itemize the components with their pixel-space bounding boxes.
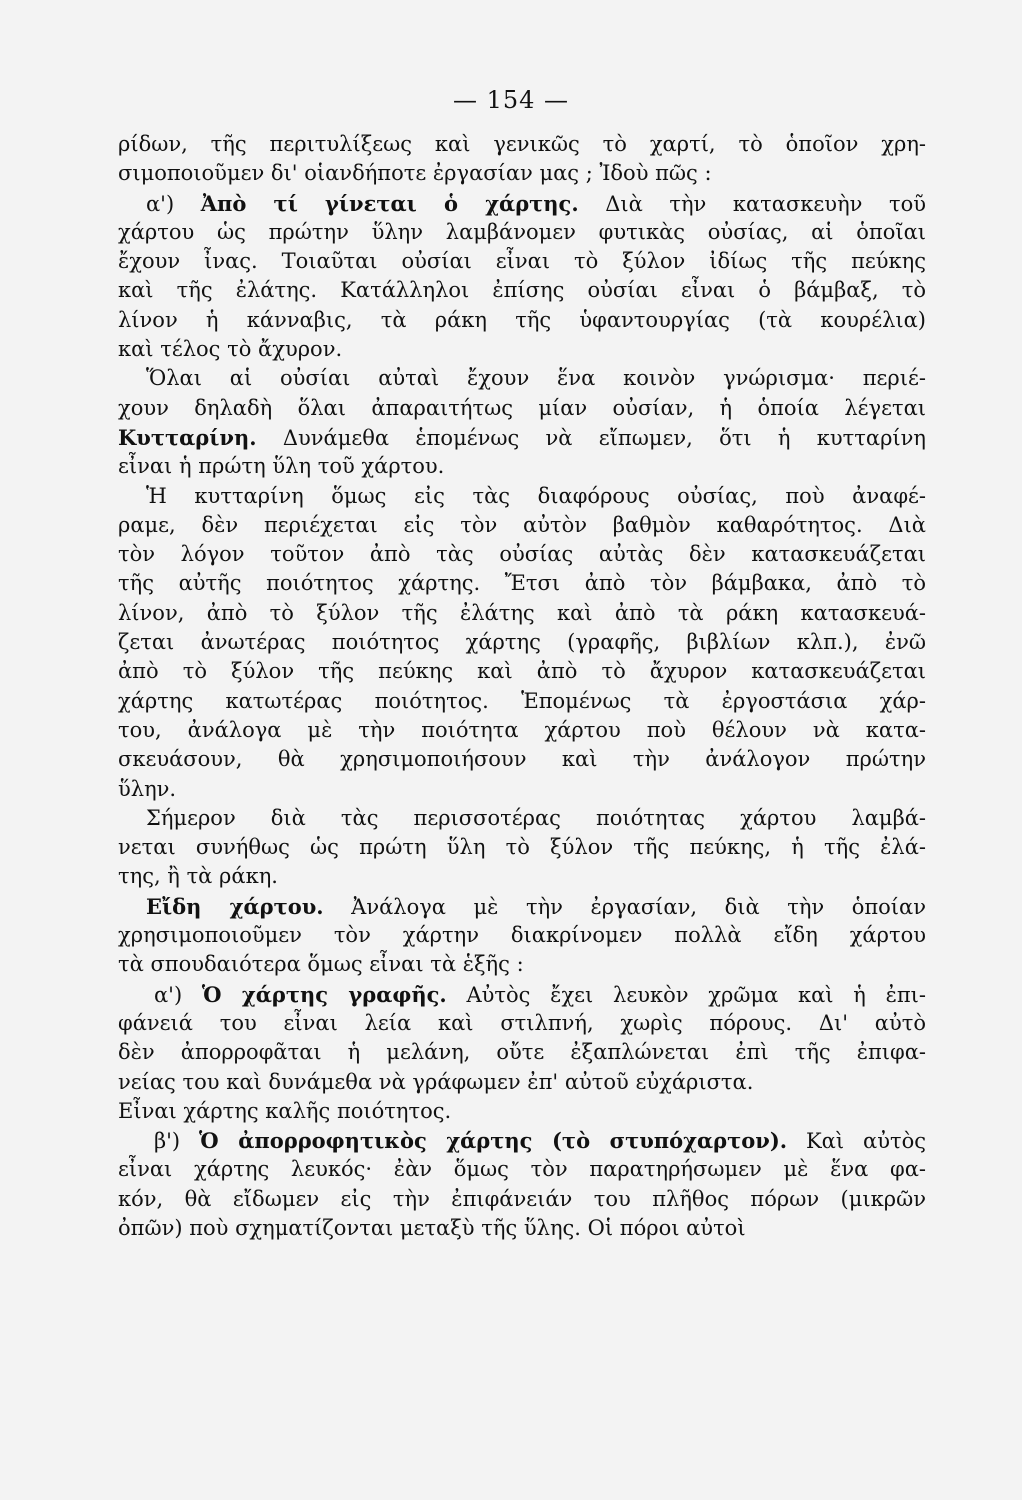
text-run: Σήμερον διὰ τὰς περισσοτέρας ποιότητας χάρτου λαμβά- xyxy=(146,805,926,830)
text-line xyxy=(118,1185,926,1214)
text-line xyxy=(118,540,926,569)
text-line xyxy=(118,1155,926,1184)
text-run: κόν, θὰ εἴδωμεν εἰς τὴν ἐπιφάνειάν του πλῆθος πόρων (μικρῶν xyxy=(118,1186,926,1211)
text-line xyxy=(118,1214,926,1243)
text-run: καὶ τῆς ἐλάτης. Κατάλληλοι ἐπίσης οὐσίαι εἶναι ὁ βάμβαξ, τὸ xyxy=(118,278,926,303)
heading-run: Ὁ ἀπορροφητικὸς χάρτης (τὸ στυπόχαρτον). xyxy=(199,1128,788,1154)
text-run: της, ἢ τὰ ράκη. xyxy=(118,864,278,889)
text-run: Διὰ τὴν κατασκευὴν τοῦ xyxy=(578,191,926,216)
page-number: — 154 — xyxy=(452,86,570,114)
text-line xyxy=(118,276,926,305)
text-run: ζεται ἀνωτέρας ποιότητος χάρτης (γραφῆς, βιβλίων κλπ.), ἐνῶ xyxy=(118,630,926,655)
text-run: λίνον, ἀπὸ τὸ ξύλον τῆς ἐλάτης καὶ ἀπὸ τὰ ράκη κατασκευά- xyxy=(118,600,926,625)
text-run: α') xyxy=(154,982,202,1007)
text-line xyxy=(118,306,926,335)
text-line xyxy=(118,921,926,950)
text-run: χάρτου ὡς πρώτην ὕλην λαμβάνομεν φυτικὰς οὐσίας, αἱ ὁποῖαι xyxy=(118,219,926,244)
text-run: λίνον ἡ κάνναβις, τὰ ράκη τῆς ὑφαντουργίας (τὰ κουρέλια) xyxy=(118,307,926,332)
text-line xyxy=(118,511,926,540)
heading-run: Κυτταρίνη. xyxy=(118,424,257,450)
text-line xyxy=(118,218,926,247)
text-run: α') xyxy=(146,191,201,216)
text-run: νείας του καὶ δυνάμεθα νὰ γράφωμεν ἐπ' αὐτοῦ εὐχάριστα. xyxy=(118,1069,754,1094)
text-line xyxy=(118,452,926,481)
text-run: τῆς αὐτῆς ποιότητος χάρτης. Ἔτσι ἀπὸ τὸν βάμβακα, ἀπὸ τὸ xyxy=(118,571,926,596)
text-run: Δυνάμεθα ἑπομένως νὰ εἴπωμεν, ὅτι ἡ κυτταρίνη xyxy=(256,425,926,450)
text-run: σκευάσουν, θὰ χρησιμοποιήσουν καὶ τὴν ἀνάλογον πρώτην xyxy=(118,747,926,772)
text-run: ὕλην. xyxy=(118,776,177,801)
text-run: δὲν ἀπορροφᾶται ἡ μελάνη, οὔτε ἐξαπλώνεται ἐπὶ τῆς ἐπιφα- xyxy=(118,1040,926,1065)
text-run: εἶναι ἡ πρώτη ὕλη τοῦ χάρτου. xyxy=(118,454,445,479)
text-line xyxy=(118,189,926,218)
heading-run: Εἴδη χάρτου. xyxy=(146,893,324,919)
text-run: χουν δηλαδὴ ὅλαι ἀπαραιτήτως μίαν οὐσίαν, ἡ ὁποία λέγεται xyxy=(118,395,926,420)
text-run: Ἀνάλογα μὲ τὴν ἐργασίαν, διὰ τὴν ὁποίαν xyxy=(323,894,926,919)
text-line xyxy=(118,423,926,452)
text-line xyxy=(118,364,926,393)
text-line xyxy=(118,862,926,891)
text-run: Αὐτὸς ἔχει λευκὸν χρῶμα καὶ ἡ ἐπι- xyxy=(446,982,926,1007)
heading-run: Ἀπὸ τί γίνεται ὁ χάρτης. xyxy=(200,190,579,216)
text-line xyxy=(118,599,926,628)
text-run: σιμοποιοῦμεν δι' οἱανδήποτε ἐργασίαν μας ; Ἰδοὺ πῶς : xyxy=(118,161,712,186)
text-line xyxy=(118,1097,926,1126)
body-text xyxy=(118,130,926,1243)
text-run: ρίδων, τῆς περιτυλίξεως καὶ γενικῶς τὸ χαρτί, τὸ ὁποῖον χρη- xyxy=(118,132,926,156)
text-run: νεται συνήθως ὡς πρώτη ὕλη τὸ ξύλον τῆς πεύκης, ἡ τῆς ἐλά- xyxy=(118,835,926,860)
text-run: καὶ τέλος τὸ ἄχυρον. xyxy=(118,337,343,362)
text-line xyxy=(118,1038,926,1067)
heading-run: Ὁ χάρτης γραφῆς. xyxy=(201,981,447,1007)
text-line xyxy=(118,980,926,1009)
text-run: φάνειά του εἶναι λεία καὶ στιλπνή, χωρὶς πόρους. Δι' αὐτὸ xyxy=(118,1010,926,1035)
text-run: τὰ σπουδαιότερα ὅμως εἶναι τὰ ἑξῆς : xyxy=(118,952,524,977)
text-run: Εἶναι χάρτης καλῆς ποιότητος. xyxy=(118,1098,452,1123)
text-run: Ὅλαι αἱ οὐσίαι αὐταὶ ἔχουν ἕνα κοινὸν γνώρισμα· περιέ- xyxy=(146,366,926,391)
text-line xyxy=(118,1009,926,1038)
text-line xyxy=(118,394,926,423)
text-line xyxy=(118,892,926,921)
text-line xyxy=(118,804,926,833)
text-line xyxy=(118,745,926,774)
text-line xyxy=(118,657,926,686)
text-line xyxy=(118,482,926,511)
text-run: ραμε, δὲν περιέχεται εἰς τὸν αὐτὸν βαθμὸν καθαρότητος. Διὰ xyxy=(118,512,926,537)
text-run: Καὶ αὐτὸς xyxy=(787,1129,926,1154)
text-run: β') xyxy=(154,1129,200,1154)
text-run: εἶναι χάρτης λευκός· ἐὰν ὅμως τὸν παρατηρήσωμεν μὲ ἕνα φα- xyxy=(118,1157,926,1182)
text-line xyxy=(118,247,926,276)
text-line xyxy=(118,1068,926,1097)
text-line xyxy=(118,1126,926,1155)
text-run: ἀπὸ τὸ ξύλον τῆς πεύκης καὶ ἀπὸ τὸ ἄχυρον κατασκευάζεται xyxy=(118,659,926,684)
text-run: χάρτης κατωτέρας ποιότητος. Ἑπομένως τὰ ἐργοστάσια χάρ- xyxy=(118,688,926,713)
text-line xyxy=(118,716,926,745)
text-run: ἔχουν ἶνας. Τοιαῦται οὐσίαι εἶναι τὸ ξύλον ἰδίως τῆς πεύκης xyxy=(118,249,926,274)
text-line xyxy=(118,569,926,598)
text-line xyxy=(118,335,926,364)
text-line xyxy=(118,775,926,804)
text-line xyxy=(118,628,926,657)
text-run: τὸν λόγον τοῦτον ἀπὸ τὰς οὐσίας αὐτὰς δὲν κατασκευάζεται xyxy=(118,542,926,567)
text-line xyxy=(118,950,926,979)
text-run: του, ἀνάλογα μὲ τὴν ποιότητα χάρτου ποὺ θέλουν νὰ κατα- xyxy=(118,717,926,742)
text-run: ὀπῶν) ποὺ σχηματίζονται μεταξὺ τῆς ὕλης. Οἱ πόροι αὐτοὶ xyxy=(118,1215,746,1240)
text-line xyxy=(118,130,926,159)
text-line xyxy=(118,159,926,188)
text-run: Ἡ κυτταρίνη ὅμως εἰς τὰς διαφόρους οὐσίας, ποὺ ἀναφέ- xyxy=(146,483,926,508)
text-run: χρησιμοποιοῦμεν τὸν χάρτην διακρίνομεν πολλὰ εἴδη χάρτου xyxy=(118,923,926,948)
text-line xyxy=(118,687,926,716)
text-line xyxy=(118,833,926,862)
